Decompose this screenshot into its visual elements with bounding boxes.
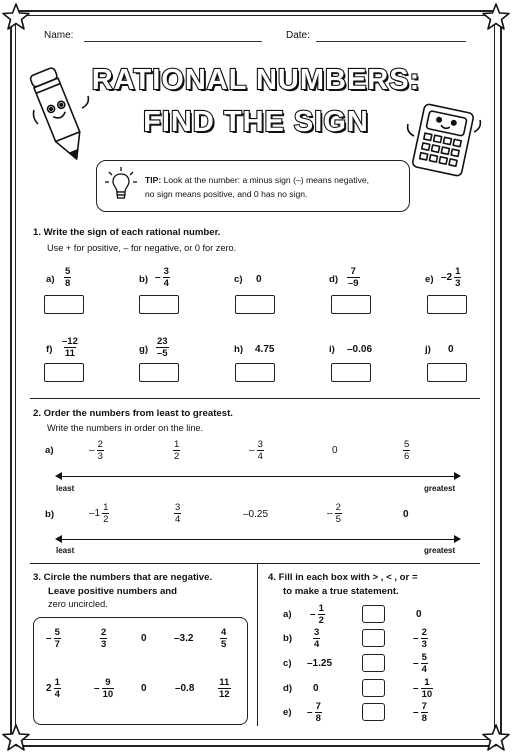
q1-number-h: 4.75 — [255, 344, 275, 355]
q2b-number-line[interactable] — [61, 539, 455, 540]
q4-label-d: d) — [283, 683, 293, 694]
q3-number[interactable]: –0.8 — [175, 683, 195, 694]
q4e-left-value: – $\frac{7}{8}$ — [307, 701, 321, 724]
q2b-least-label: least — [56, 546, 75, 555]
q1-label-b: b) — [139, 274, 149, 285]
q4-label-b: b) — [283, 633, 293, 644]
title-line1: RATIONAL NUMBERS: — [91, 64, 421, 96]
q2b-value-4: – $\frac{2}{5}$ — [327, 502, 341, 525]
q4d-right-value: – $\frac{1}{10}$ — [413, 677, 433, 700]
q2a-value-4: 0 — [332, 445, 338, 456]
q1-answer-box-j[interactable] — [427, 363, 467, 382]
q1-answer-box-i[interactable] — [331, 363, 371, 382]
q1-number-c: 0 — [256, 274, 262, 285]
q1-number-b: – $\frac{3}{4}$ — [155, 266, 169, 289]
lightbulb-icon — [104, 166, 138, 204]
q2-label-a: a) — [45, 445, 54, 456]
q4-label-c: c) — [283, 658, 292, 669]
q4b-right-value: – $\frac{2}{3}$ — [413, 627, 427, 650]
title-line2: FIND THE SIGN — [143, 106, 369, 138]
q3-number[interactable]: –3.2 — [174, 633, 194, 644]
q2b-value-3: –0.25 — [243, 509, 269, 520]
name-label: Name: — [44, 30, 74, 41]
column-divider — [257, 563, 258, 726]
q4-title-line2: to make a true statement. — [283, 586, 399, 597]
q1-number-j: 0 — [448, 344, 454, 355]
q4-title-line1: 4. Fill in each box with > , < , or = — [268, 572, 418, 583]
q1-number-a: $\frac{5}{8}$ — [65, 266, 71, 289]
number-line-arrow-right — [454, 535, 461, 543]
q1-label-h: h) — [234, 344, 244, 355]
q2a-number-line[interactable] — [61, 476, 455, 477]
q1-label-e: e) — [425, 274, 434, 285]
q2-title: 2. Order the numbers from least to greatest. — [33, 408, 233, 419]
q4c-left-value: –1.25 — [307, 658, 333, 669]
q1-number-f: $\frac{-12}{11}$ — [62, 336, 78, 359]
q3-title-line2: Leave positive numbers and — [48, 586, 178, 597]
tip-line2: no sign means positive, and 0 has no sign. — [145, 189, 308, 199]
q2a-value-3: – $\frac{3}{4}$ — [249, 439, 263, 462]
star-icon — [2, 724, 30, 752]
q4c-right-value: – $\frac{5}{4}$ — [413, 652, 427, 675]
q4e-right-value: – $\frac{7}{8}$ — [413, 701, 427, 724]
q1-label-g: g) — [139, 344, 149, 355]
q3-number[interactable]: 0 — [141, 633, 147, 644]
q1-answer-box-d[interactable] — [331, 295, 371, 314]
q3-number[interactable]: 0 — [141, 683, 147, 694]
q3-number[interactable]: – $\frac{5}{7}$ — [46, 627, 60, 650]
tip-line1: Look at the number: a minus sign (–) means negative, — [163, 175, 370, 185]
q1-label-j: j) — [425, 344, 431, 355]
q1-subtitle: Use + for positive, – for negative, or 0 for zero. — [47, 243, 237, 253]
q1-answer-box-b[interactable] — [139, 295, 179, 314]
q4a-right-value: 0 — [416, 609, 422, 620]
q1-label-a: a) — [46, 274, 55, 285]
q3-title-line1: 3. Circle the numbers that are negative. — [33, 572, 213, 583]
q1-number-g: $\frac{23}{-5}$ — [157, 336, 168, 359]
q4d-compare-box[interactable] — [362, 679, 385, 697]
date-field[interactable] — [316, 41, 466, 42]
q1-label-f: f) — [46, 344, 53, 355]
q2a-least-label: least — [56, 484, 75, 493]
q2a-value-1: – $\frac{2}{3}$ — [89, 439, 103, 462]
number-line-arrow-right — [454, 472, 461, 480]
q4a-compare-box[interactable] — [362, 605, 385, 623]
q4d-left-value: 0 — [313, 683, 319, 694]
q1-answer-box-c[interactable] — [235, 295, 275, 314]
q1-label-d: d) — [329, 274, 339, 285]
section-divider — [30, 398, 480, 399]
q3-number[interactable]: $\frac{11}{12}$ — [219, 677, 230, 700]
q1-answer-box-h[interactable] — [235, 363, 275, 382]
q1-answer-box-a[interactable] — [44, 295, 84, 314]
date-label: Date: — [286, 30, 310, 41]
tip-label: TIP: — [145, 175, 162, 185]
star-icon — [482, 724, 510, 752]
q2a-greatest-label: greatest — [424, 484, 456, 493]
q1-answer-box-e[interactable] — [427, 295, 467, 314]
q2a-value-2: $\frac{1}{2}$ — [174, 439, 180, 462]
q2-label-b: b) — [45, 509, 55, 520]
q4e-compare-box[interactable] — [362, 703, 385, 721]
q1-number-i: –0.06 — [347, 344, 373, 355]
q4b-left-value: $\frac{3}{4}$ — [314, 627, 320, 650]
star-icon — [482, 3, 510, 31]
q3-number[interactable]: $\frac{4}{5}$ — [221, 627, 227, 650]
q4a-left-value: – $\frac{1}{2}$ — [310, 603, 324, 626]
q2b-greatest-label: greatest — [424, 546, 456, 555]
q2b-value-1: –1 $\frac{1}{2}$ — [89, 502, 109, 525]
name-field[interactable] — [84, 41, 262, 42]
q3-number[interactable]: – $\frac{9}{10}$ — [94, 677, 114, 700]
q1-label-c: c) — [234, 274, 243, 285]
q1-title: 1. Write the sign of each rational number. — [33, 227, 221, 238]
q2b-value-5: 0 — [403, 509, 409, 520]
q3-number[interactable]: $\frac{2}{3}$ — [101, 627, 107, 650]
section-divider — [30, 563, 480, 564]
q4-label-a: a) — [283, 609, 292, 620]
q1-number-d: $\frac{7}{-9}$ — [348, 266, 359, 289]
q2b-value-2: $\frac{3}{4}$ — [175, 502, 181, 525]
q4b-compare-box[interactable] — [362, 629, 385, 647]
q2a-value-5: $\frac{5}{6}$ — [404, 439, 410, 462]
q4c-compare-box[interactable] — [362, 654, 385, 672]
q1-number-e: –2 $\frac{1}{3}$ — [441, 266, 461, 289]
tip-text — [145, 173, 405, 201]
q3-title-line3: zero uncircled. — [48, 599, 108, 609]
star-icon — [2, 3, 30, 31]
q4-label-e: e) — [283, 707, 292, 718]
q1-answer-box-f[interactable] — [44, 363, 84, 382]
q3-number[interactable]: 2 $\frac{1}{4}$ — [46, 677, 60, 700]
q1-answer-box-g[interactable] — [139, 363, 179, 382]
q1-label-i: i) — [329, 344, 335, 355]
q2-subtitle: Write the numbers in order on the line. — [47, 423, 204, 433]
